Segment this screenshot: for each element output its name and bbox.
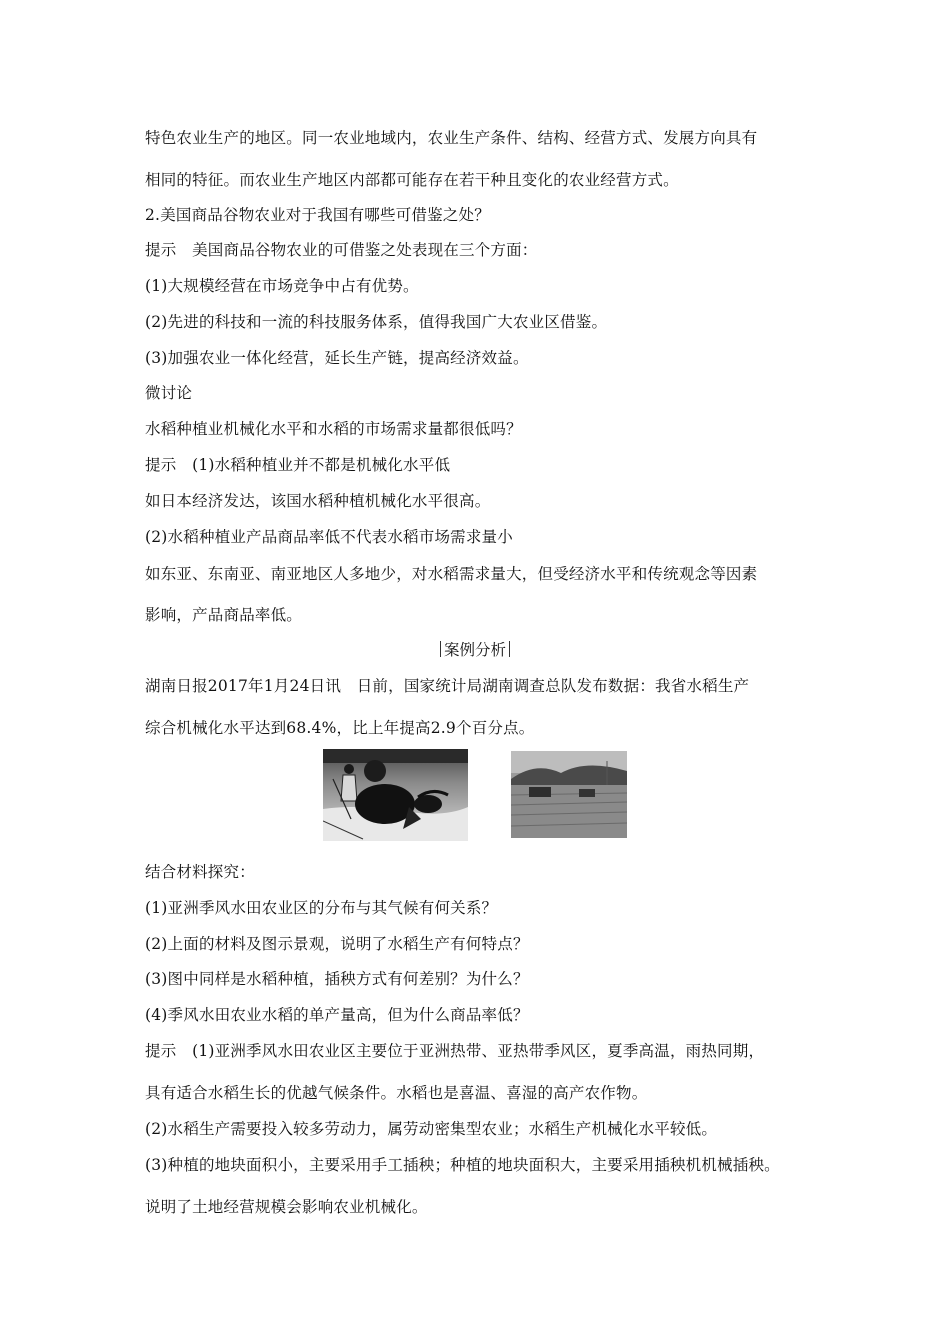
text-line: (2)先进的科技和一流的科技服务体系，值得我国广大农业区借鉴。 [145, 313, 608, 331]
text-line: 影响，产品商品率低。 [145, 606, 303, 624]
text-line: (3)加强农业一体化经营，延长生产链，提高经济效益。 [145, 349, 529, 367]
text-line: 具有适合水稻生长的优越气候条件。水稻也是喜温、喜湿的高产农作物。 [145, 1084, 648, 1102]
text-line: (3)图中同样是水稻种植，插秧方式有何差别？为什么？ [145, 970, 529, 988]
text-line: 结合材料探究： [145, 863, 255, 881]
text-line: 特色农业生产的地区。同一农业地域内，农业生产条件、结构、经营方式、发展方向具有 [145, 129, 758, 147]
text-line: 综合机械化水平达到68.4%，比上年提高2.9个百分点。 [145, 719, 535, 737]
text-line: (2)水稻生产需要投入较多劳动力，属劳动密集型农业；水稻生产机械化水平较低。 [145, 1120, 718, 1138]
bracket-left [440, 641, 441, 657]
text-line: 湖南日报2017年1月24日讯 日前，国家统计局湖南调查总队发布数据：我省水稻生产 [145, 677, 750, 695]
text-line: 说明了土地经营规模会影响农业机械化。 [145, 1198, 428, 1216]
case-analysis-label: 案例分析 [443, 641, 506, 659]
text-line: (4)季风水田农业水稻的单产量高，但为什么商品率低？ [145, 1006, 529, 1024]
section-heading: 微讨论 [145, 384, 193, 402]
text-line: (2)上面的材料及图示景观，说明了水稻生产有何特点？ [145, 935, 529, 953]
text-line: (1)亚洲季风水田农业区的分布与其气候有何关系？ [145, 899, 498, 917]
text-line: (2)水稻种植业产品商品率低不代表水稻市场需求量小 [145, 528, 513, 546]
text-line: 相同的特征。而农业生产地区内部都可能存在若干种且变化的农业经营方式。 [145, 171, 679, 189]
text-line: (1)大规模经营在市场竞争中占有优势。 [145, 277, 419, 295]
text-line: 提示 (1)亚洲季风水田农业区主要位于亚洲热带、亚热带季风区，夏季高温，雨热同期， [145, 1042, 765, 1060]
case-analysis-title [0, 640, 950, 660]
text-line: 2.美国商品谷物农业对于我国有哪些可借鉴之处？ [145, 206, 490, 224]
photo-manual-planting [323, 749, 468, 841]
text-line: 提示 美国商品谷物农业的可借鉴之处表现在三个方面： [145, 241, 538, 259]
bracket-right [509, 641, 510, 657]
text-line: 水稻种植业机械化水平和水稻的市场需求量都很低吗？ [145, 420, 522, 438]
text-line: 如日本经济发达，该国水稻种植机械化水平很高。 [145, 492, 491, 510]
text-line: 如东亚、东南亚、南亚地区人多地少，对水稻需求量大，但受经济水平和传统观念等因素 [145, 565, 758, 583]
photo-machine-planting [511, 751, 627, 838]
text-line: 提示 (1)水稻种植业并不都是机械化水平低 [145, 456, 451, 474]
text-line: (3)种植的地块面积小，主要采用手工插秧；种植的地块面积大，主要采用插秧机机械插秧。 [145, 1156, 780, 1174]
